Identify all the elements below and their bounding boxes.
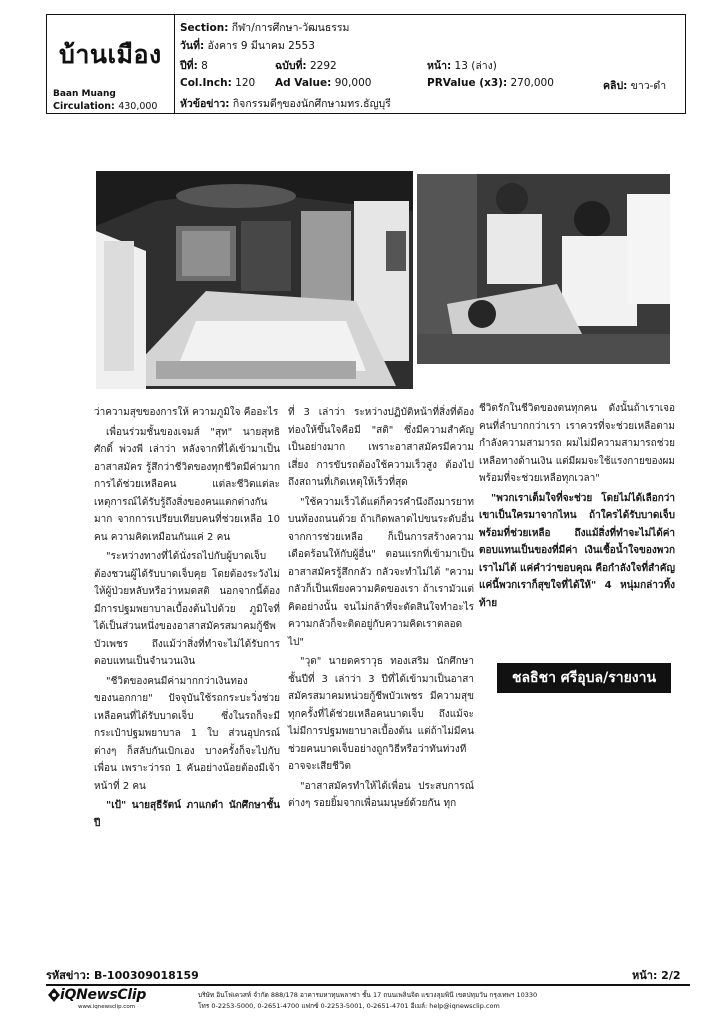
- advalue-field: [275, 77, 371, 89]
- year-label: ปีที่:: [180, 60, 198, 72]
- iqnewsclip-url: www.iqnewsclip.com: [78, 1004, 136, 1010]
- article-paragraph: ชีวิตรักในชีวิตของตนทุกคน ดังนั้นถ้าเราเจอคนที่ลำบากกว่าเรา เราควรที่จะช่วยเหลือตามกำลังความสามารถ ผมไม่มีความสามารถช่วยเหลือทางด้านเงิน แต่มีผมจะใช้แรงกายของผม พร้อมที่จะช่วยเหลือทุกเวลา": [479, 403, 675, 484]
- topic-row: [180, 95, 391, 112]
- article-paragraph: "อาสาสมัครทำให้ได้เพื่อน ประสบการณ์ต่างๆ รอยยิ้มจากเพื่อนมนุษย์ด้วยกัน ทุก: [288, 780, 474, 809]
- clip-field: [603, 77, 666, 94]
- address-line: บริษัท อินโฟเควสท์ จำกัด 888/178 อาคารมหาทุนพลาซ่า ชั้น 17 ถนนเพลินจิต แขวงลุมพินี เขตปทุมวัน กรุงเทพฯ 10330: [198, 991, 538, 999]
- date-value: อังคาร 9 มีนาคม 2553: [207, 40, 315, 52]
- section-row: [180, 19, 349, 36]
- circulation-value: 430,000: [118, 101, 158, 112]
- issue-value: 2292: [309, 60, 337, 72]
- section-value: กีฬา/การศึกษา-วัฒนธรรม: [231, 22, 350, 34]
- prvalue-field: [427, 77, 554, 89]
- ambulance-interior-photo: [96, 171, 413, 389]
- page-label: หน้า:: [427, 60, 452, 72]
- article-column-3: [479, 400, 675, 614]
- colinch-field: [180, 77, 255, 89]
- contact-line: โทร 0-2253-5000, 0-2651-4700 แฟกซ์ 0-2253-5001, 0-2651-4701 อีเมล์: help@iqnewsclip.com: [198, 1002, 500, 1010]
- clip-label: คลิป:: [603, 80, 628, 92]
- issue-label: ฉบับที่:: [275, 60, 307, 72]
- article-paragraph: "พวกเราเต็มใจที่จะช่วย โดยไม่ได้เลือกว่าเขาเป็นใครมาจากไหน ถ้าใครได้รับบาดเจ็บ พร้อมที่ช่วยเหลือ ถึงแม้สิ่งที่ทำจะไม่ได้ค่าตอบแทนเป็นของที่มีค่า เงินเชื้อน้ำใจของพวกเราไม่ได้ แค่คำว่าขอบคุณ คือกำลังใจที่สำคัญแค่นี้พวกเราก็สุขใจที่ได้ให้" 4 หนุ่มกล่าวทิ้งท้าย: [479, 492, 675, 609]
- author-byline: ชลธิชา ศรีอุบล/รายงาน: [497, 663, 671, 693]
- iqnewsclip-logo: iQNewsClip: [60, 987, 147, 1003]
- topic-label: หัวข้อข่าว:: [180, 98, 230, 110]
- article-paragraph: "วุด" นายดคราวุธ ทองเสริม นักศึกษาชั้นปีที่ 3 เล่าว่า 3 ปีที่ได้เข้ามาเป็นอาสาสมัครสมาคมหน่วยกู้ชีพบัวเพชร มีความสุขทุกครั้งที่ได้ช่วยเหลือคนบาดเจ็บ ถึงแม้จะไม่มีการปฐมพยาบาลเบื้องต้น แต่ถ้าไม่มีคนช่วยคนบาดเจ็บอย่างถูกวิธีหรือว่าทันท่วงทีอาจจะเสียชีวิต: [288, 656, 474, 772]
- date-label: วันที่:: [180, 40, 205, 52]
- news-id: รหัสข่าว: B-100309018159: [46, 969, 199, 982]
- topic-value: กิจกรรมดีๆของนักศึกษามทร.ธัญบุรี: [232, 98, 391, 110]
- advalue-label: Ad Value:: [275, 77, 332, 89]
- advalue-value: 90,000: [334, 77, 372, 89]
- iqnewsclip-logo-icon: [48, 988, 60, 1002]
- clip-value: ขาว-ดำ: [630, 80, 667, 92]
- footer-divider: [46, 984, 690, 986]
- article-column-2: [288, 404, 474, 815]
- section-label: Section:: [180, 22, 229, 34]
- article-paragraph: "เป้" นายสุธีรัตน์ ภาแกดำ นักศึกษาชั้นปี: [94, 800, 280, 829]
- year-row: [180, 57, 208, 74]
- first-aid-training-photo: [417, 174, 670, 364]
- clipping-meta: [175, 15, 685, 113]
- article-paragraph: "ใช้ความเร็วได้แต่ก็ควรคำนึงถึงมารยาทบนท้องถนนด้วย ถ้าเกิดพลาดไปขนระดับอื่นจากการช่วยเหลือ ก็เป็นการสร้างความเดือดร้อนให้กับผู้อื่น" ตอนแรกที่เข้ามาเป็นอาสาสมัครรู้สึกกลัว กลัวจะทำไม่ได้ "ความกลัวก็เป็นเพียงความคิดของเรา ถ้าเรามัวแต่คิดอย่างนั้น จนไม่กล้าที่จะตัดสินใจทำอะไร ความกลัวก็จะติดอยู่กับความคิดเราตลอดไป": [288, 496, 474, 648]
- article-paragraph: ที่ 3 เล่าว่า ระหว่างปฏิบัติหน้าที่สิ่งที่ต้องท่องให้ขึ้นใจคือมี "สติ" ซึ่งมีความสำคัญเป็นอย่างมาก เพราะอาสาสมัครมีความเสี่ยง การขับรถต้องใช้ความเร็วสูง ต้องไปถึงสถานที่เกิดเหตุให้เร็วที่สุด: [288, 407, 474, 488]
- colinch-label: Col.Inch:: [180, 77, 232, 89]
- page-indicator: หน้า: 2/2: [632, 969, 681, 982]
- circulation-label: Circulation:: [53, 101, 115, 112]
- article-paragraph: เพื่อนร่วมชั้นของเจมส์ "สุท" นายสุทธิศักดิ์ พ่วงพี เล่าว่า หลังจากที่ได้เข้ามาเป็นอาสาสมัคร รู้สึกว่าชีวิตของทุกชีวิตมีค่ามาก การได้ช่วยเหลือคน แต่ละชีวิตแต่ละเหตุการณ์ได้รับรู้ถึงสิ่งของคนแตกต่างกันมาก จากการเปรียบเทียบคนที่ช่วยเหลือ 10 คน ความคิดเหมือนกันแค่ 2 คน: [94, 426, 280, 543]
- date-row: [180, 37, 315, 54]
- publication-name-en: Baan Muang: [53, 89, 116, 99]
- prvalue-value: 270,000: [510, 77, 554, 89]
- article-paragraph: ว่าความสุขของการให้ ความภูมิใจ คืออะไร: [94, 407, 279, 418]
- year-value: 8: [201, 60, 208, 72]
- clipping-header: [46, 14, 686, 114]
- article-column-1: [94, 404, 280, 834]
- colinch-value: 120: [235, 77, 256, 89]
- article-paragraph: "ระหว่างทางที่ได้นั่งรถไปกับผู้บาดเจ็บต้องชวนผู้ได้รับบาดเจ็บคุย โดยต้องระวังไม่ให้ผู้ป่วยหลับหรือว่าหมดสติ นอกจากนี้ต้องมีการปฐมพยาบาลเบื้องต้นไปด้วย ภูมิใจที่ได้เป็นส่วนหนึ่งของอาสาสมัครสมาคมกู้ชีพบัวเพชร ถึงแม้ว่าสิ่งที่ทำจะไม่ได้รับการตอบแทนเป็นจำนวนเงิน: [94, 551, 280, 667]
- page-value: 13 (ล่าง): [454, 60, 497, 72]
- publication-logo: บ้านเมือง: [59, 40, 162, 69]
- company-address: [198, 990, 537, 1012]
- page-field: [427, 57, 497, 74]
- article-paragraph: "ชีวิตของคนมีค่ามากกว่าเงินทองของนอกกาย" ปัจจุบันใช้รถกระบะวิ่งช่วยเหลือคนที่ได้รับบาดเจ็บ ซึ่งในรถก็จะมีกระเป๋าปฐมพยาบาล 1 ใบ ส่วนอุปกรณ์ต่างๆ ก็สลับกันเบิกเอง บางครั้งก็จะไปกับเพื่อน เพราะว่ารถ 1 คันอย่างน้อยต้องมีเจ้าหน้าที่ 2 คน: [94, 675, 280, 792]
- issue-field: [275, 57, 337, 74]
- circulation: [53, 101, 157, 112]
- publication-block: [47, 15, 175, 113]
- prvalue-label: PRValue (x3):: [427, 77, 508, 89]
